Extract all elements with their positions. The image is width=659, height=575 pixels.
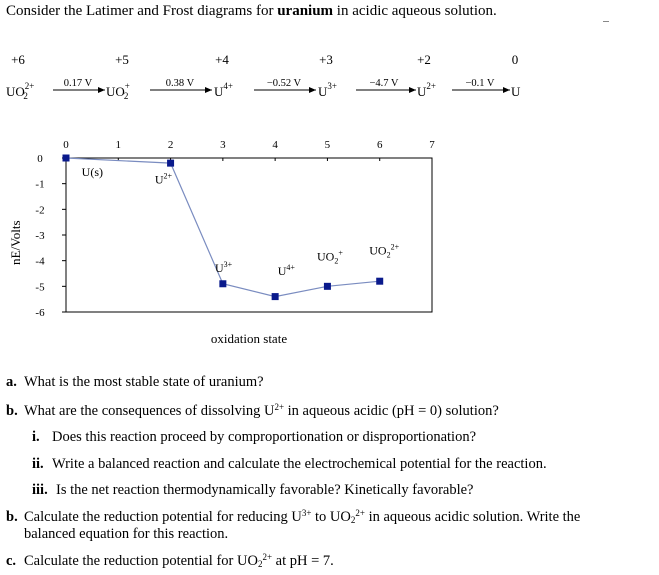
question-label: c.: [6, 553, 17, 569]
y-tick-label: -1: [35, 178, 45, 191]
y-tick-label: -6: [35, 307, 45, 319]
question-label: a.: [6, 374, 17, 390]
ox-state-label: +6: [11, 52, 25, 67]
frost-annotation: $U^{4+}$: [277, 262, 295, 278]
intro-suffix: in acidic aqueous solution.: [333, 3, 497, 19]
species-uo2-plus: UO+ 2: [106, 81, 130, 101]
question-text: in aqueous acidic solution. Write the: [364, 509, 581, 525]
y-tick-label: -5: [35, 281, 45, 294]
x-tick-label: 5: [324, 139, 331, 151]
question-a: [6, 374, 264, 391]
frost-y-label: nE/Volts: [8, 220, 23, 265]
data-point: [167, 160, 174, 167]
potential-label: 0.17 V: [63, 78, 93, 89]
y-tick-label: -4: [35, 255, 45, 268]
intro-text: [6, 3, 497, 20]
question-label: iii.: [32, 482, 48, 498]
x-tick-label: 0: [63, 139, 69, 151]
question-iii: [32, 482, 474, 499]
x-tick-label: 6: [376, 139, 383, 151]
stray-mark: [603, 21, 609, 22]
question-text: balanced equation for this reaction.: [24, 526, 229, 542]
frost-annotations: [82, 165, 400, 278]
species-u-metal: U: [511, 84, 521, 99]
species-uo2-2plus: $UO^{2+}$ 2: [6, 81, 35, 101]
x-tick-label: 7: [429, 139, 435, 151]
potential-label: 0.38 V: [165, 78, 195, 89]
potential-label: −0.52 V: [266, 78, 302, 89]
frost-diagram: [0, 130, 470, 360]
formula-sub: 2: [257, 559, 263, 569]
y-tick-label: -2: [35, 204, 45, 217]
intro-prefix: Consider the Latimer and Frost diagrams for: [6, 3, 278, 19]
y-tick-label: -3: [35, 230, 45, 242]
question-text: Calculate the reduction potential for UO: [24, 553, 258, 569]
charge-sup: 3+: [301, 508, 312, 518]
charge-sup: 2+: [274, 402, 285, 412]
formula-sub: 2: [350, 515, 356, 525]
frost-plot-frame: [66, 158, 432, 312]
ox-state-label: 0: [511, 52, 519, 67]
x-tick-label: 2: [167, 139, 174, 151]
ox-state-label: +4: [215, 52, 229, 67]
x-tick-label: 3: [220, 139, 226, 151]
question-b2: [6, 508, 580, 526]
charge-sup: 2+: [355, 508, 365, 518]
frost-annotation: $U^{2+}$: [154, 171, 173, 187]
question-text: Is the net reaction thermodynamically favorable? Kinetically favorable?: [56, 482, 474, 498]
frost-points: [63, 155, 384, 301]
question-text: Write a balanced reaction and calculate the electrochemical potential for the reaction.: [52, 456, 547, 472]
frost-y-ticks: [35, 153, 66, 319]
question-b1: [6, 402, 499, 420]
question-text: in aqueous acidic (pH = 0) solution?: [284, 403, 499, 419]
frost-x-label: oxidation state: [210, 331, 288, 346]
question-b2-line2: [24, 526, 228, 543]
question-ii: [32, 456, 547, 473]
question-label: b.: [6, 509, 18, 525]
ox-state-label: +3: [319, 52, 333, 67]
ox-state-label: +2: [417, 52, 431, 67]
charge-sup: 2+: [262, 552, 273, 562]
data-point: [324, 283, 331, 290]
frost-annotation: $UO_2^+$: [316, 248, 343, 266]
data-point: [63, 155, 70, 162]
question-label: i.: [32, 429, 40, 445]
question-text: at pH = 7.: [272, 553, 334, 569]
question-i: [32, 429, 476, 446]
frost-annotation: U(s): [81, 164, 104, 179]
frost-grid: [66, 158, 432, 312]
question-text: Does this reaction proceed by comproportionation or disproportionation?: [52, 429, 477, 445]
question-text: What is the most stable state of uranium?: [24, 374, 264, 390]
oxidation-state-row: [11, 52, 518, 67]
question-text: What are the consequences of dissolving U: [24, 403, 275, 419]
question-text: to UO: [311, 509, 351, 525]
species-u-4plus: $U^{4+}$: [214, 81, 233, 99]
data-point: [272, 293, 279, 300]
frost-series-line: [66, 158, 380, 297]
frost-annotation: $U^{3+}$: [215, 260, 233, 276]
species-u-2plus: $U^{2+}$: [417, 81, 436, 99]
question-label: ii.: [32, 456, 44, 472]
latimer-diagram: [0, 40, 659, 110]
intro-element: uranium: [277, 3, 334, 19]
data-point: [376, 278, 383, 285]
question-c: [6, 552, 334, 570]
potential-label: −0.1 V: [465, 78, 495, 89]
ox-state-label: +5: [115, 52, 129, 67]
frost-annotation: $UO_2^{2+}$: [369, 242, 400, 260]
x-tick-label: 1: [115, 139, 122, 151]
x-tick-label: 4: [272, 139, 278, 151]
question-label: b.: [6, 403, 18, 419]
question-text: Calculate the reduction potential for reducing U: [24, 509, 302, 525]
potential-label: −4.7 V: [369, 78, 399, 89]
data-point: [219, 280, 226, 287]
species-u-3plus: $U^{3+}$: [318, 81, 337, 99]
y-tick-label: 0: [37, 153, 43, 165]
